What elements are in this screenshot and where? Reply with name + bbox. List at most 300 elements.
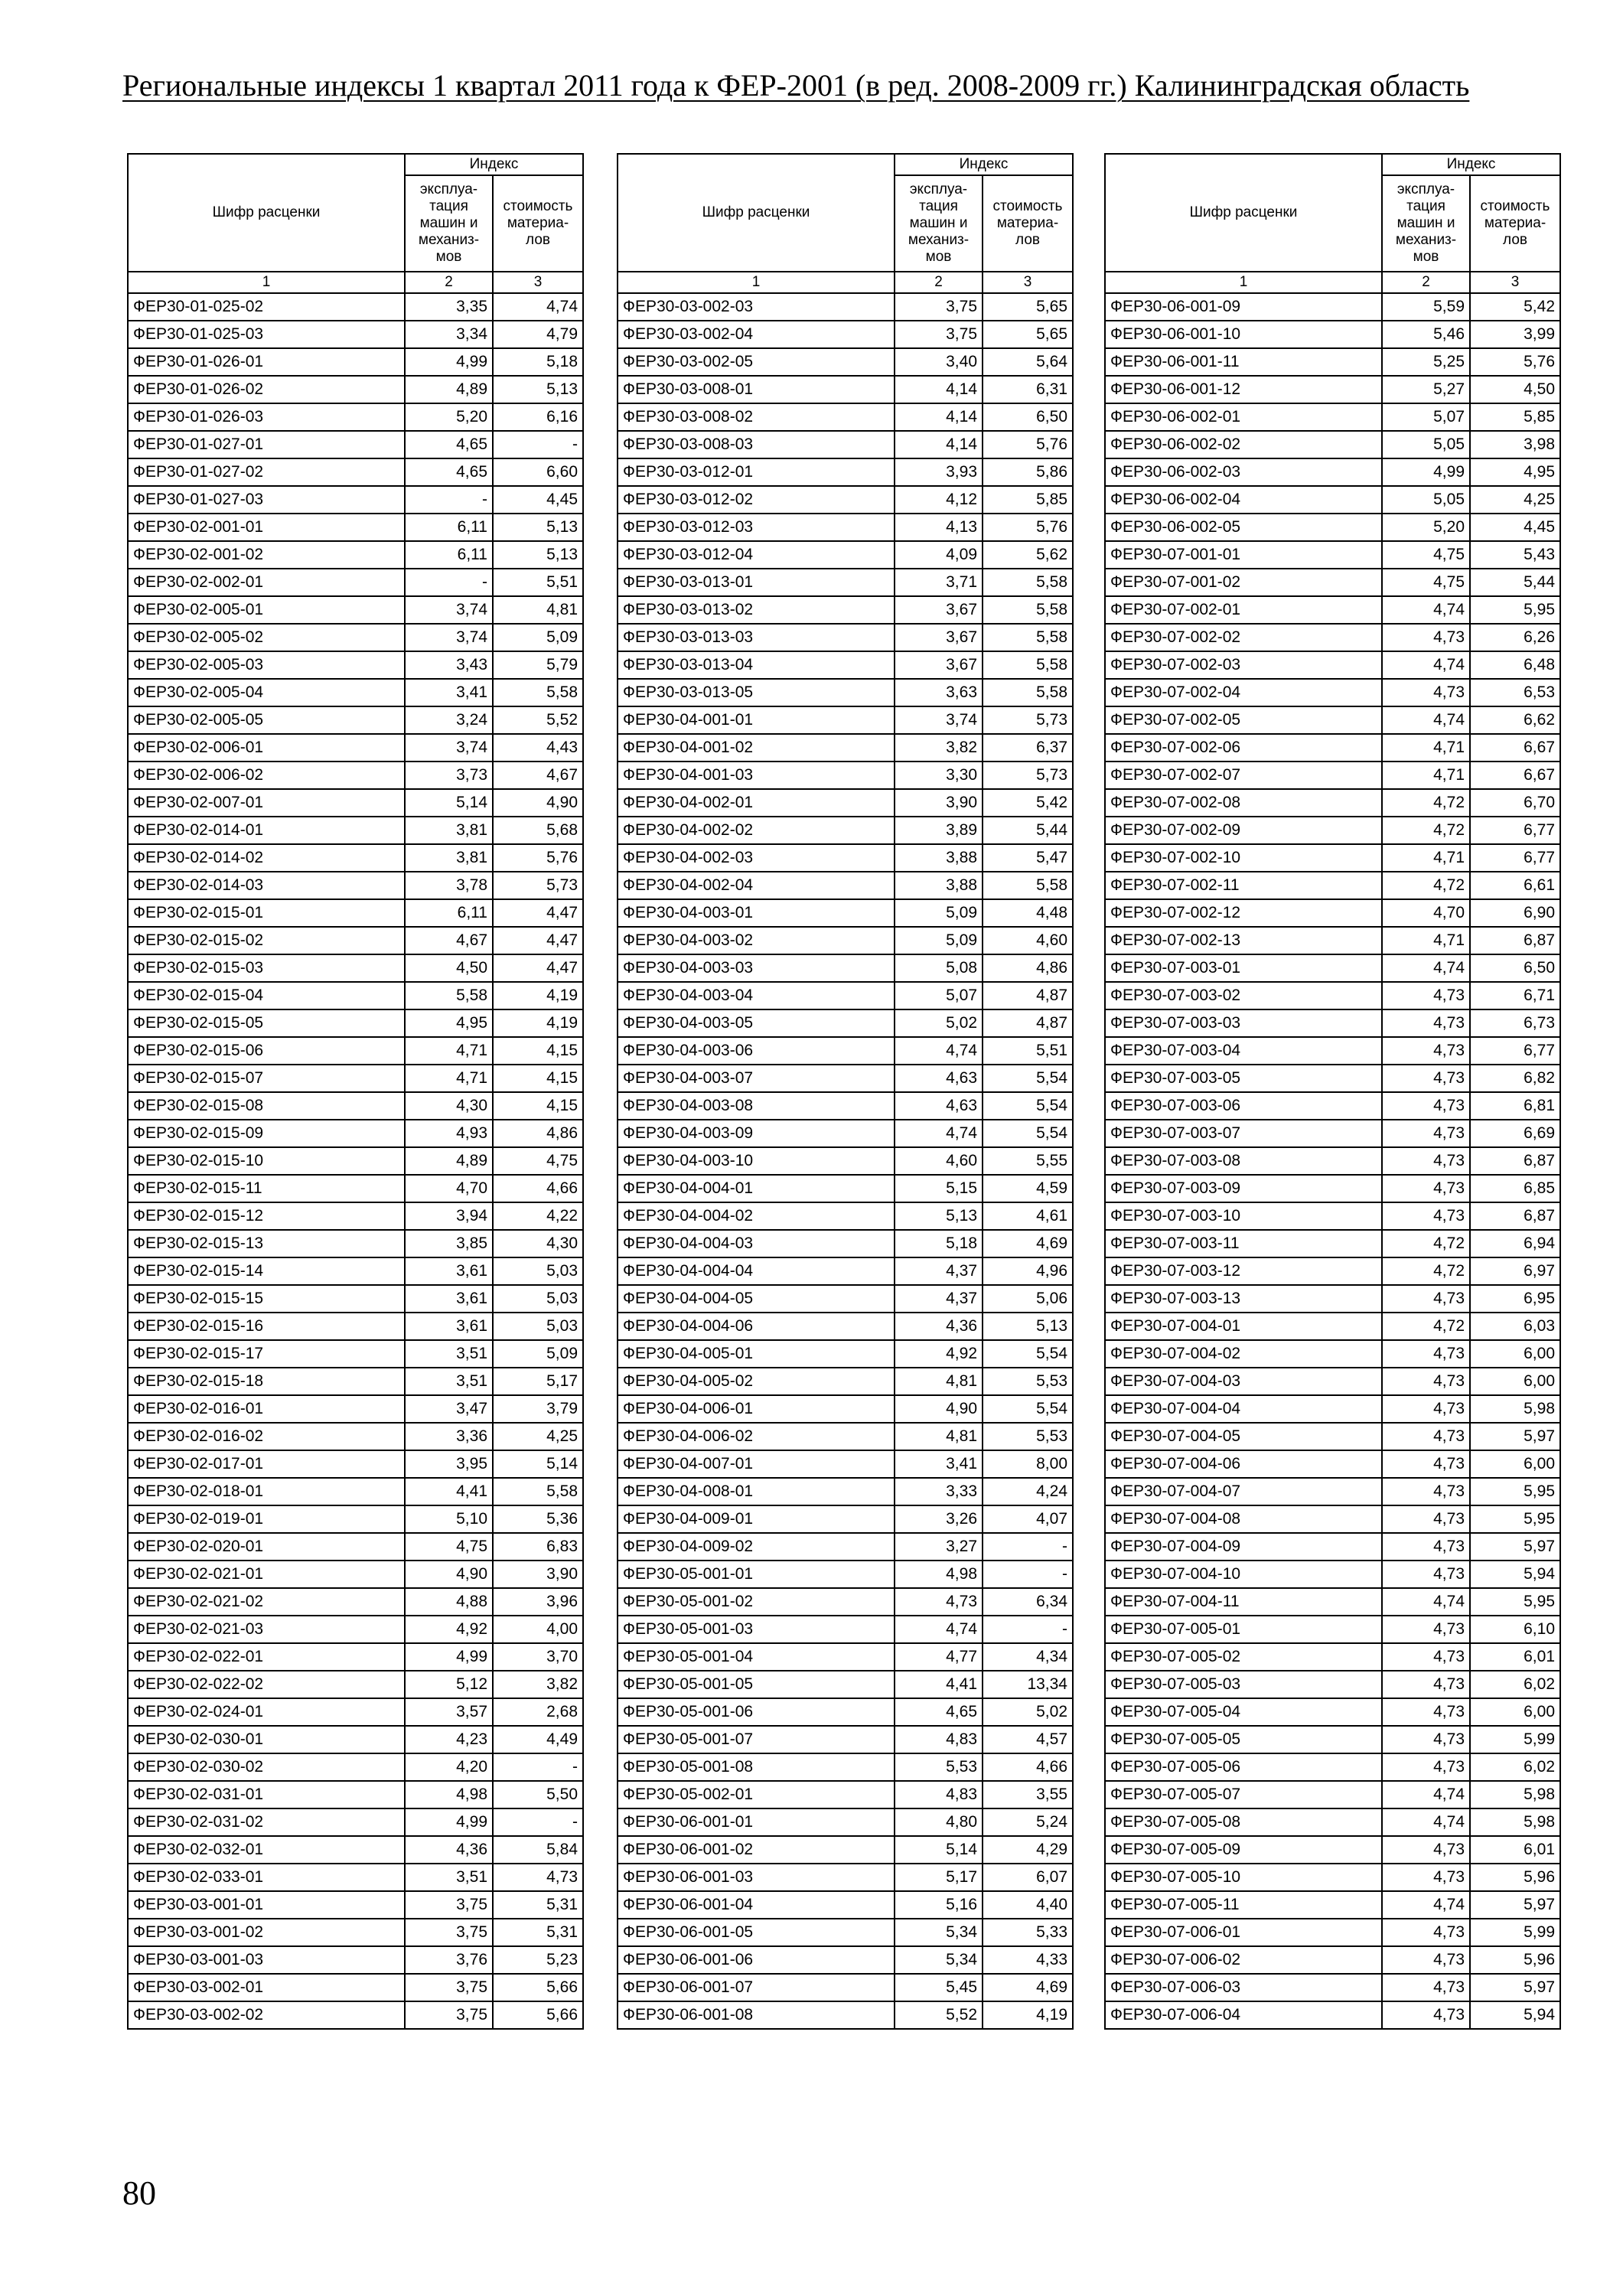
rate-code-cell: ФЕР30-01-027-01 [128, 431, 405, 458]
table-row [128, 431, 583, 458]
rate-code-cell: ФЕР30-04-003-03 [618, 954, 895, 982]
table-row [1105, 1285, 1560, 1313]
materials-index-cell: 5,50 [493, 1781, 583, 1808]
table-row [128, 376, 583, 403]
table-row [1105, 1395, 1560, 1423]
materials-index-cell: 4,87 [983, 1009, 1073, 1037]
materials-index-cell: 5,13 [493, 541, 583, 569]
rate-code-cell: ФЕР30-06-002-02 [1105, 431, 1382, 458]
table-row [1105, 1450, 1560, 1478]
machines-index-cell: 4,73 [1382, 1919, 1470, 1946]
materials-index-cell: 4,22 [493, 1202, 583, 1230]
materials-index-cell: 5,85 [1470, 403, 1560, 431]
table-row [1105, 1505, 1560, 1533]
materials-index-cell: 5,18 [493, 348, 583, 376]
machines-index-cell: 3,85 [405, 1230, 493, 1257]
machines-index-cell: 3,43 [405, 651, 493, 679]
machines-index-cell: 3,51 [405, 1340, 493, 1368]
materials-index-cell: 4,66 [493, 1175, 583, 1202]
table-row [618, 1478, 1073, 1505]
rate-code-cell: ФЕР30-03-012-04 [618, 541, 895, 569]
machines-index-cell: 4,73 [1382, 1395, 1470, 1423]
table-row [128, 1313, 583, 1340]
machines-index-cell: 4,83 [895, 1726, 983, 1753]
materials-index-cell: 4,96 [983, 1257, 1073, 1285]
machines-index-cell: 3,34 [405, 321, 493, 348]
rate-code-cell: ФЕР30-03-002-04 [618, 321, 895, 348]
machines-index-cell: 4,14 [895, 431, 983, 458]
machines-index-cell: 4,73 [1382, 1065, 1470, 1092]
table-row [618, 1616, 1073, 1643]
table-row [128, 1285, 583, 1313]
machines-index-cell: 3,75 [405, 2001, 493, 2029]
header-code: Шифр расценки [1105, 154, 1382, 272]
materials-index-cell: 6,53 [1470, 679, 1560, 706]
materials-index-cell: 5,58 [493, 1478, 583, 1505]
table-row [618, 844, 1073, 872]
table-row [1105, 1257, 1560, 1285]
materials-index-cell: 5,03 [493, 1313, 583, 1340]
rate-code-cell: ФЕР30-07-006-03 [1105, 1974, 1382, 2001]
table-row [128, 762, 583, 789]
materials-index-cell: 6,69 [1470, 1120, 1560, 1147]
materials-index-cell: 4,81 [493, 596, 583, 624]
materials-index-cell: 6,97 [1470, 1257, 1560, 1285]
materials-index-cell: 5,85 [983, 486, 1073, 514]
machines-index-cell: 4,90 [405, 1561, 493, 1588]
machines-index-cell: 3,75 [405, 1891, 493, 1919]
table-row [128, 1698, 583, 1726]
table-row [618, 1974, 1073, 2001]
rate-code-cell: ФЕР30-02-005-01 [128, 596, 405, 624]
materials-index-cell: 5,95 [1470, 1478, 1560, 1505]
rate-code-cell: ФЕР30-04-004-06 [618, 1313, 895, 1340]
rate-code-cell: ФЕР30-07-003-09 [1105, 1175, 1382, 1202]
rate-code-cell: ФЕР30-03-012-03 [618, 514, 895, 541]
machines-index-cell: 4,72 [1382, 817, 1470, 844]
table-row [128, 486, 583, 514]
materials-index-cell: 6,34 [983, 1588, 1073, 1616]
table-row [618, 1037, 1073, 1065]
rate-code-cell: ФЕР30-04-004-03 [618, 1230, 895, 1257]
rate-code-cell: ФЕР30-04-003-01 [618, 899, 895, 927]
materials-index-cell: 4,43 [493, 734, 583, 762]
machines-index-cell: 5,05 [1382, 486, 1470, 514]
materials-index-cell: 6,87 [1470, 927, 1560, 954]
machines-index-cell: 3,75 [895, 321, 983, 348]
machines-index-cell: 4,74 [895, 1616, 983, 1643]
materials-index-cell: 5,55 [983, 1147, 1073, 1175]
table-row [618, 1340, 1073, 1368]
machines-index-cell: 5,27 [1382, 376, 1470, 403]
header-num-2: 2 [1382, 272, 1470, 293]
table-row [618, 1313, 1073, 1340]
rate-code-cell: ФЕР30-02-015-05 [128, 1009, 405, 1037]
materials-index-cell: 6,95 [1470, 1285, 1560, 1313]
table-row [618, 1561, 1073, 1588]
table-row [618, 762, 1073, 789]
rate-code-cell: ФЕР30-03-002-01 [128, 1974, 405, 2001]
materials-index-cell: 5,76 [1470, 348, 1560, 376]
machines-index-cell: 4,74 [1382, 1808, 1470, 1836]
machines-index-cell: 4,73 [1382, 1285, 1470, 1313]
machines-index-cell: 5,53 [895, 1753, 983, 1781]
machines-index-cell: 5,09 [895, 899, 983, 927]
table-row [1105, 789, 1560, 817]
header-num-3: 3 [983, 272, 1073, 293]
rate-code-cell: ФЕР30-02-017-01 [128, 1450, 405, 1478]
rate-code-cell: ФЕР30-02-015-06 [128, 1037, 405, 1065]
machines-index-cell: 5,14 [895, 1836, 983, 1864]
rate-code-cell: ФЕР30-07-005-03 [1105, 1671, 1382, 1698]
materials-index-cell: 5,68 [493, 817, 583, 844]
materials-index-cell: 4,40 [983, 1891, 1073, 1919]
table-row [1105, 458, 1560, 486]
rate-code-cell: ФЕР30-07-002-03 [1105, 651, 1382, 679]
table-row [128, 1423, 583, 1450]
rate-code-cell: ФЕР30-07-004-09 [1105, 1533, 1382, 1561]
table-row [128, 1726, 583, 1753]
table-row [1105, 762, 1560, 789]
table-row [1105, 541, 1560, 569]
machines-index-cell: 4,50 [405, 954, 493, 982]
table-row [1105, 1313, 1560, 1340]
machines-index-cell: 4,14 [895, 403, 983, 431]
rate-code-cell: ФЕР30-04-007-01 [618, 1450, 895, 1478]
machines-index-cell: 5,16 [895, 1891, 983, 1919]
table-row [128, 844, 583, 872]
table-row [128, 1120, 583, 1147]
rate-code-cell: ФЕР30-02-015-08 [128, 1092, 405, 1120]
materials-index-cell: 3,70 [493, 1643, 583, 1671]
header-materials: стоимость материа-лов [983, 175, 1073, 272]
materials-index-cell: 4,15 [493, 1065, 583, 1092]
rate-code-cell: ФЕР30-07-001-02 [1105, 569, 1382, 596]
materials-index-cell: 5,54 [983, 1340, 1073, 1368]
machines-index-cell: 3,74 [895, 706, 983, 734]
materials-index-cell: 5,06 [983, 1285, 1073, 1313]
header-num-2: 2 [405, 272, 493, 293]
machines-index-cell: 3,67 [895, 624, 983, 651]
table-row [128, 1092, 583, 1120]
header-index: Индекс [895, 154, 1073, 175]
materials-index-cell: 6,81 [1470, 1092, 1560, 1120]
rate-code-cell: ФЕР30-07-005-02 [1105, 1643, 1382, 1671]
rate-code-cell: ФЕР30-06-001-09 [1105, 293, 1382, 321]
rate-code-cell: ФЕР30-04-008-01 [618, 1478, 895, 1505]
machines-index-cell: 4,75 [405, 1533, 493, 1561]
table-row [1105, 1891, 1560, 1919]
machines-index-cell: 4,72 [1382, 1313, 1470, 1340]
table-row [1105, 872, 1560, 899]
rate-code-cell: ФЕР30-07-004-06 [1105, 1450, 1382, 1478]
materials-index-cell: 6,77 [1470, 844, 1560, 872]
table-row [1105, 293, 1560, 321]
table-row [128, 569, 583, 596]
materials-index-cell: 6,16 [493, 403, 583, 431]
table-row [128, 1202, 583, 1230]
machines-index-cell: 4,89 [405, 1147, 493, 1175]
machines-index-cell: 3,61 [405, 1257, 493, 1285]
table-row [618, 651, 1073, 679]
machines-index-cell: 4,09 [895, 541, 983, 569]
materials-index-cell: 5,94 [1470, 2001, 1560, 2029]
rate-code-cell: ФЕР30-07-002-02 [1105, 624, 1382, 651]
table-row [1105, 1588, 1560, 1616]
machines-index-cell: 3,30 [895, 762, 983, 789]
machines-index-cell: 4,30 [405, 1092, 493, 1120]
machines-index-cell: 4,73 [1382, 1368, 1470, 1395]
rate-code-cell: ФЕР30-03-002-05 [618, 348, 895, 376]
table-row [618, 1946, 1073, 1974]
machines-index-cell: 4,99 [1382, 458, 1470, 486]
materials-index-cell: 3,99 [1470, 321, 1560, 348]
materials-index-cell: 6,61 [1470, 872, 1560, 899]
rate-code-cell: ФЕР30-07-004-05 [1105, 1423, 1382, 1450]
rate-code-cell: ФЕР30-07-001-01 [1105, 541, 1382, 569]
table-row [128, 1368, 583, 1395]
table-row [1105, 348, 1560, 376]
rate-code-cell: ФЕР30-06-001-02 [618, 1836, 895, 1864]
materials-index-cell: 5,84 [493, 1836, 583, 1864]
rate-code-cell: ФЕР30-07-005-11 [1105, 1891, 1382, 1919]
table-row [618, 348, 1073, 376]
rate-code-cell: ФЕР30-03-013-01 [618, 569, 895, 596]
materials-index-cell: 6,00 [1470, 1368, 1560, 1395]
table-row [128, 1946, 583, 1974]
table-body [128, 293, 583, 2029]
machines-index-cell: 4,71 [405, 1037, 493, 1065]
machines-index-cell: 4,71 [1382, 762, 1470, 789]
table-row [618, 1423, 1073, 1450]
machines-index-cell: 4,74 [1382, 1891, 1470, 1919]
rate-code-cell: ФЕР30-07-003-11 [1105, 1230, 1382, 1257]
rate-code-cell: ФЕР30-04-003-09 [618, 1120, 895, 1147]
machines-index-cell: 4,73 [1382, 1698, 1470, 1726]
rate-code-cell: ФЕР30-02-015-13 [128, 1230, 405, 1257]
machines-index-cell: 4,73 [1382, 1423, 1470, 1450]
machines-index-cell: 4,14 [895, 376, 983, 403]
rate-code-cell: ФЕР30-04-001-01 [618, 706, 895, 734]
machines-index-cell: 5,58 [405, 982, 493, 1009]
header-materials: стоимость материа-лов [1470, 175, 1560, 272]
materials-index-cell: 5,73 [983, 762, 1073, 789]
materials-index-cell: 5,58 [983, 569, 1073, 596]
rate-code-cell: ФЕР30-02-015-07 [128, 1065, 405, 1092]
materials-index-cell: 5,79 [493, 651, 583, 679]
table-row [1105, 651, 1560, 679]
materials-index-cell: 6,67 [1470, 762, 1560, 789]
rate-code-cell: ФЕР30-04-009-02 [618, 1533, 895, 1561]
machines-index-cell: 4,74 [1382, 596, 1470, 624]
rate-code-cell: ФЕР30-07-004-11 [1105, 1588, 1382, 1616]
machines-index-cell: 4,70 [405, 1175, 493, 1202]
rate-code-cell: ФЕР30-04-002-03 [618, 844, 895, 872]
table-row [128, 679, 583, 706]
table-row [1105, 1671, 1560, 1698]
machines-index-cell: 5,25 [1382, 348, 1470, 376]
machines-index-cell: 4,41 [895, 1671, 983, 1698]
machines-index-cell: 4,73 [1382, 624, 1470, 651]
machines-index-cell: 4,73 [1382, 1092, 1470, 1120]
rate-code-cell: ФЕР30-07-005-04 [1105, 1698, 1382, 1726]
table-row [1105, 1478, 1560, 1505]
rate-code-cell: ФЕР30-02-015-10 [128, 1147, 405, 1175]
materials-index-cell: 4,75 [493, 1147, 583, 1175]
materials-index-cell: 5,44 [983, 817, 1073, 844]
header-materials: стоимость материа-лов [493, 175, 583, 272]
table-row [1105, 1368, 1560, 1395]
rate-code-cell: ФЕР30-07-003-04 [1105, 1037, 1382, 1065]
machines-index-cell: 4,93 [405, 1120, 493, 1147]
rate-code-cell: ФЕР30-07-003-06 [1105, 1092, 1382, 1120]
table-row [128, 1864, 583, 1891]
materials-index-cell: 6,85 [1470, 1175, 1560, 1202]
materials-index-cell: 4,15 [493, 1037, 583, 1065]
materials-index-cell: 5,58 [983, 872, 1073, 899]
materials-index-cell: 5,23 [493, 1946, 583, 1974]
rate-code-cell: ФЕР30-02-002-01 [128, 569, 405, 596]
rate-code-cell: ФЕР30-02-032-01 [128, 1836, 405, 1864]
machines-index-cell: 4,73 [1382, 1753, 1470, 1781]
table-row [128, 1781, 583, 1808]
materials-index-cell: 6,00 [1470, 1450, 1560, 1478]
table-row [618, 1230, 1073, 1257]
table-row [618, 1781, 1073, 1808]
machines-index-cell: 4,99 [405, 1808, 493, 1836]
table-row [618, 1919, 1073, 1946]
machines-index-cell: 5,46 [1382, 321, 1470, 348]
machines-index-cell: 6,11 [405, 899, 493, 927]
rate-code-cell: ФЕР30-03-002-02 [128, 2001, 405, 2029]
table-row [618, 1368, 1073, 1395]
machines-index-cell: 4,65 [405, 458, 493, 486]
table-row [618, 569, 1073, 596]
rate-code-cell: ФЕР30-07-005-05 [1105, 1726, 1382, 1753]
rate-code-cell: ФЕР30-02-022-02 [128, 1671, 405, 1698]
machines-index-cell: 3,71 [895, 569, 983, 596]
machines-index-cell: - [405, 486, 493, 514]
table-body [1105, 293, 1560, 2029]
rate-code-cell: ФЕР30-02-031-01 [128, 1781, 405, 1808]
table-row [128, 706, 583, 734]
rate-code-cell: ФЕР30-02-014-03 [128, 872, 405, 899]
table-row [618, 899, 1073, 927]
rate-code-cell: ФЕР30-02-031-02 [128, 1808, 405, 1836]
materials-index-cell: - [983, 1561, 1073, 1588]
machines-index-cell: 4,36 [895, 1313, 983, 1340]
machines-index-cell: 4,37 [895, 1257, 983, 1285]
machines-index-cell: 4,75 [1382, 569, 1470, 596]
machines-index-cell: 3,88 [895, 872, 983, 899]
table-row [128, 1919, 583, 1946]
rate-code-cell: ФЕР30-07-003-10 [1105, 1202, 1382, 1230]
materials-index-cell: 3,55 [983, 1781, 1073, 1808]
machines-index-cell: 5,08 [895, 954, 983, 982]
rate-code-cell: ФЕР30-02-005-05 [128, 706, 405, 734]
machines-index-cell: 5,34 [895, 1919, 983, 1946]
rate-code-cell: ФЕР30-07-005-07 [1105, 1781, 1382, 1808]
materials-index-cell: 6,50 [1470, 954, 1560, 982]
rate-code-cell: ФЕР30-01-027-03 [128, 486, 405, 514]
rate-code-cell: ФЕР30-02-015-11 [128, 1175, 405, 1202]
table-row [128, 541, 583, 569]
materials-index-cell: 5,58 [983, 651, 1073, 679]
table-row [1105, 1092, 1560, 1120]
machines-index-cell: 4,73 [1382, 1120, 1470, 1147]
materials-index-cell: 4,45 [1470, 514, 1560, 541]
materials-index-cell: 6,01 [1470, 1643, 1560, 1671]
table-row [128, 954, 583, 982]
materials-index-cell: 5,73 [983, 706, 1073, 734]
table-row [128, 1395, 583, 1423]
machines-index-cell: - [405, 569, 493, 596]
table-row [1105, 1836, 1560, 1864]
rate-code-cell: ФЕР30-02-006-01 [128, 734, 405, 762]
materials-index-cell: 4,29 [983, 1836, 1073, 1864]
table-row [1105, 1974, 1560, 2001]
materials-index-cell: 6,87 [1470, 1147, 1560, 1175]
rate-code-cell: ФЕР30-06-001-04 [618, 1891, 895, 1919]
rate-code-cell: ФЕР30-02-024-01 [128, 1698, 405, 1726]
materials-index-cell: 4,25 [493, 1423, 583, 1450]
table-row [618, 706, 1073, 734]
rate-code-cell: ФЕР30-01-026-02 [128, 376, 405, 403]
machines-index-cell: 4,72 [1382, 872, 1470, 899]
machines-index-cell: 3,40 [895, 348, 983, 376]
rate-code-cell: ФЕР30-05-001-02 [618, 1588, 895, 1616]
table-row [618, 321, 1073, 348]
materials-index-cell: 4,00 [493, 1616, 583, 1643]
machines-index-cell: 4,73 [1382, 1009, 1470, 1037]
materials-index-cell: 6,03 [1470, 1313, 1560, 1340]
machines-index-cell: 4,73 [1382, 1643, 1470, 1671]
materials-index-cell: 5,43 [1470, 541, 1560, 569]
rate-code-cell: ФЕР30-04-003-08 [618, 1092, 895, 1120]
machines-index-cell: 4,74 [895, 1120, 983, 1147]
materials-index-cell: 4,67 [493, 762, 583, 789]
table-row [618, 1505, 1073, 1533]
rate-code-cell: ФЕР30-04-004-02 [618, 1202, 895, 1230]
table-row [128, 1450, 583, 1478]
rate-code-cell: ФЕР30-04-003-02 [618, 927, 895, 954]
rate-code-cell: ФЕР30-02-021-01 [128, 1561, 405, 1588]
rate-code-cell: ФЕР30-02-005-02 [128, 624, 405, 651]
table-row [618, 679, 1073, 706]
rate-code-cell: ФЕР30-02-015-04 [128, 982, 405, 1009]
rate-code-cell: ФЕР30-05-001-03 [618, 1616, 895, 1643]
materials-index-cell: 5,13 [983, 1313, 1073, 1340]
rate-code-cell: ФЕР30-05-001-07 [618, 1726, 895, 1753]
header-num-3: 3 [493, 272, 583, 293]
rate-code-cell: ФЕР30-01-025-02 [128, 293, 405, 321]
machines-index-cell: 4,72 [1382, 1257, 1470, 1285]
rate-code-cell: ФЕР30-05-001-05 [618, 1671, 895, 1698]
table-row [1105, 1561, 1560, 1588]
table-row [618, 1836, 1073, 1864]
table-row [618, 1671, 1073, 1698]
table-row [128, 1009, 583, 1037]
materials-index-cell: 5,76 [983, 431, 1073, 458]
table-row [128, 1974, 583, 2001]
rate-code-cell: ФЕР30-03-008-03 [618, 431, 895, 458]
materials-index-cell: 5,94 [1470, 1561, 1560, 1588]
table-row [618, 789, 1073, 817]
machines-index-cell: 4,71 [1382, 734, 1470, 762]
machines-index-cell: 4,74 [1382, 954, 1470, 982]
rate-code-cell: ФЕР30-07-003-05 [1105, 1065, 1382, 1092]
materials-index-cell: 4,47 [493, 899, 583, 927]
